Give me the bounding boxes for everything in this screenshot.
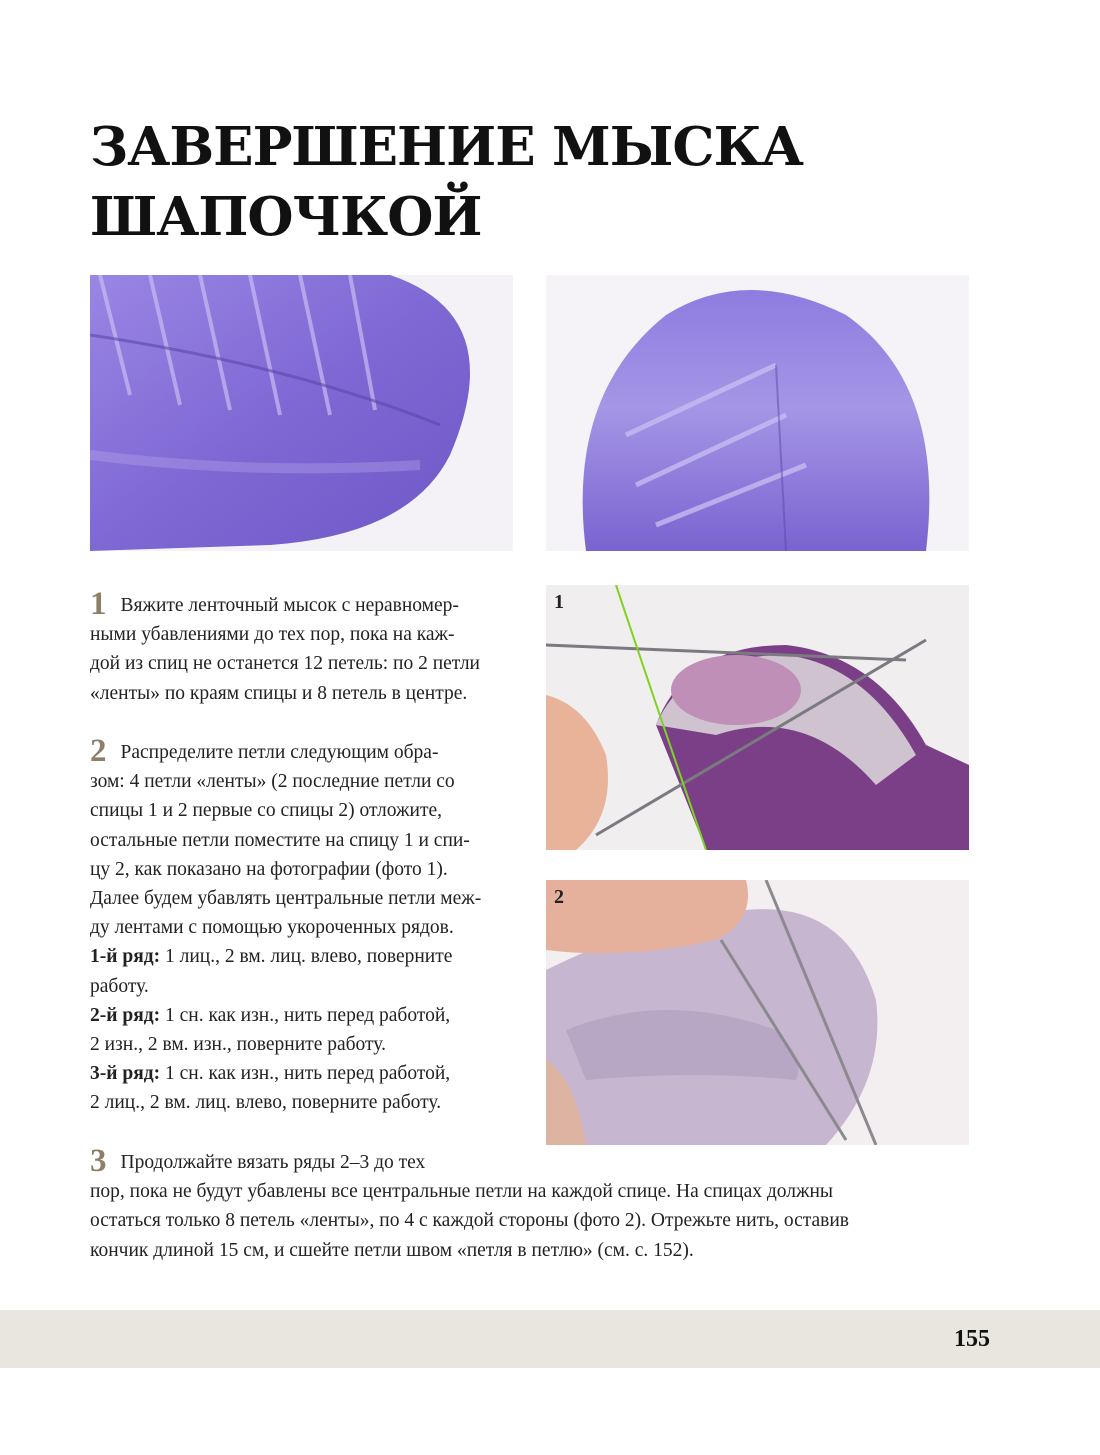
footer-band	[0, 1310, 1100, 1368]
step-1	[90, 586, 530, 708]
step-1-number: 1	[90, 586, 107, 622]
step-3-number: 3	[90, 1143, 107, 1179]
sock-toe-side-image	[90, 275, 513, 551]
step-3-line-1	[90, 1143, 990, 1179]
step-2-line-7: ду лентами с помощью укороченных рядов.	[90, 917, 454, 939]
knitting-needles-image-2	[546, 880, 969, 1145]
photo-1	[546, 585, 969, 850]
step-2-text-1: Распределите петли следующим обра-	[120, 742, 439, 763]
row-1-text: 1 лиц., 2 вм. лиц. влево, поверните	[160, 946, 453, 968]
step-2	[90, 733, 530, 1118]
row-1-label: 1-й ряд:	[90, 946, 161, 968]
sock-toe-top-image	[546, 275, 969, 551]
row-1-line-2: работу.	[90, 975, 149, 997]
step-1-line-1	[90, 586, 530, 622]
step-2-line-1	[90, 733, 530, 769]
row-3-line-1	[90, 1059, 530, 1088]
row-2-label: 2-й ряд:	[90, 1004, 161, 1026]
step-2-number: 2	[90, 733, 107, 769]
step-2-line-4: остальные петли поместите на спицу 1 и спи-	[90, 829, 470, 851]
row-2-line-1	[90, 1001, 530, 1030]
step-3	[90, 1143, 990, 1265]
step-3-text-1: Продолжайте вязать ряды 2–3 до тех	[120, 1152, 426, 1173]
knitting-needles-image-1	[546, 585, 969, 850]
page-number: 155	[954, 1326, 990, 1352]
step-1-line-2: ными убавлениями до тех пор, пока на каж-	[90, 624, 455, 646]
step-2-line-2: зом: 4 петли «ленты» (2 последние петли со	[90, 771, 455, 793]
page-title	[90, 112, 803, 252]
photo-2-number: 2	[554, 886, 564, 908]
row-1-line-1	[90, 942, 530, 971]
step-2-line-5: цу 2, как показано на фотографии (фото 1).	[90, 858, 448, 880]
photo-sock-toe-side	[90, 275, 513, 551]
row-2-line-2: 2 изн., 2 вм. изн., поверните работу.	[90, 1034, 386, 1056]
step-1-line-3: дой из спиц не останется 12 петель: по 2 петли	[90, 653, 480, 675]
step-3-line-4: кончик длиной 15 см, и сшейте петли швом «петля в петлю» (см. с. 152).	[90, 1239, 694, 1261]
title-line-2: ШАПОЧКОЙ	[90, 186, 482, 248]
step-1-text-1: Вяжите ленточный мысок с неравномер-	[120, 595, 459, 616]
photo-2	[546, 880, 969, 1145]
title-line-1: ЗАВЕРШЕНИЕ МЫСКА	[90, 116, 803, 178]
step-1-line-4: «ленты» по краям спицы и 8 петель в центре.	[90, 682, 468, 704]
step-2-line-6: Далее будем убавлять центральные петли меж-	[90, 888, 482, 910]
row-3-line-2: 2 лиц., 2 вм. лиц. влево, поверните работу.	[90, 1092, 442, 1114]
step-3-line-2: пор, пока не будут убавлены все центральные петли на каждой спице. На спицах должны	[90, 1181, 833, 1203]
photo-sock-toe-top	[546, 275, 969, 551]
photo-1-number: 1	[554, 591, 564, 613]
row-3-text: 1 сн. как изн., нить перед работой,	[160, 1063, 451, 1085]
row-3-label: 3-й ряд:	[90, 1063, 161, 1085]
row-2-text: 1 сн. как изн., нить перед работой,	[160, 1004, 451, 1026]
step-3-line-3: остаться только 8 петель «ленты», по 4 с каждой стороны (фото 2). Отрежьте нить, оставив	[90, 1210, 849, 1232]
step-2-line-3: спицы 1 и 2 первые со спицы 2) отложите,	[90, 800, 442, 822]
